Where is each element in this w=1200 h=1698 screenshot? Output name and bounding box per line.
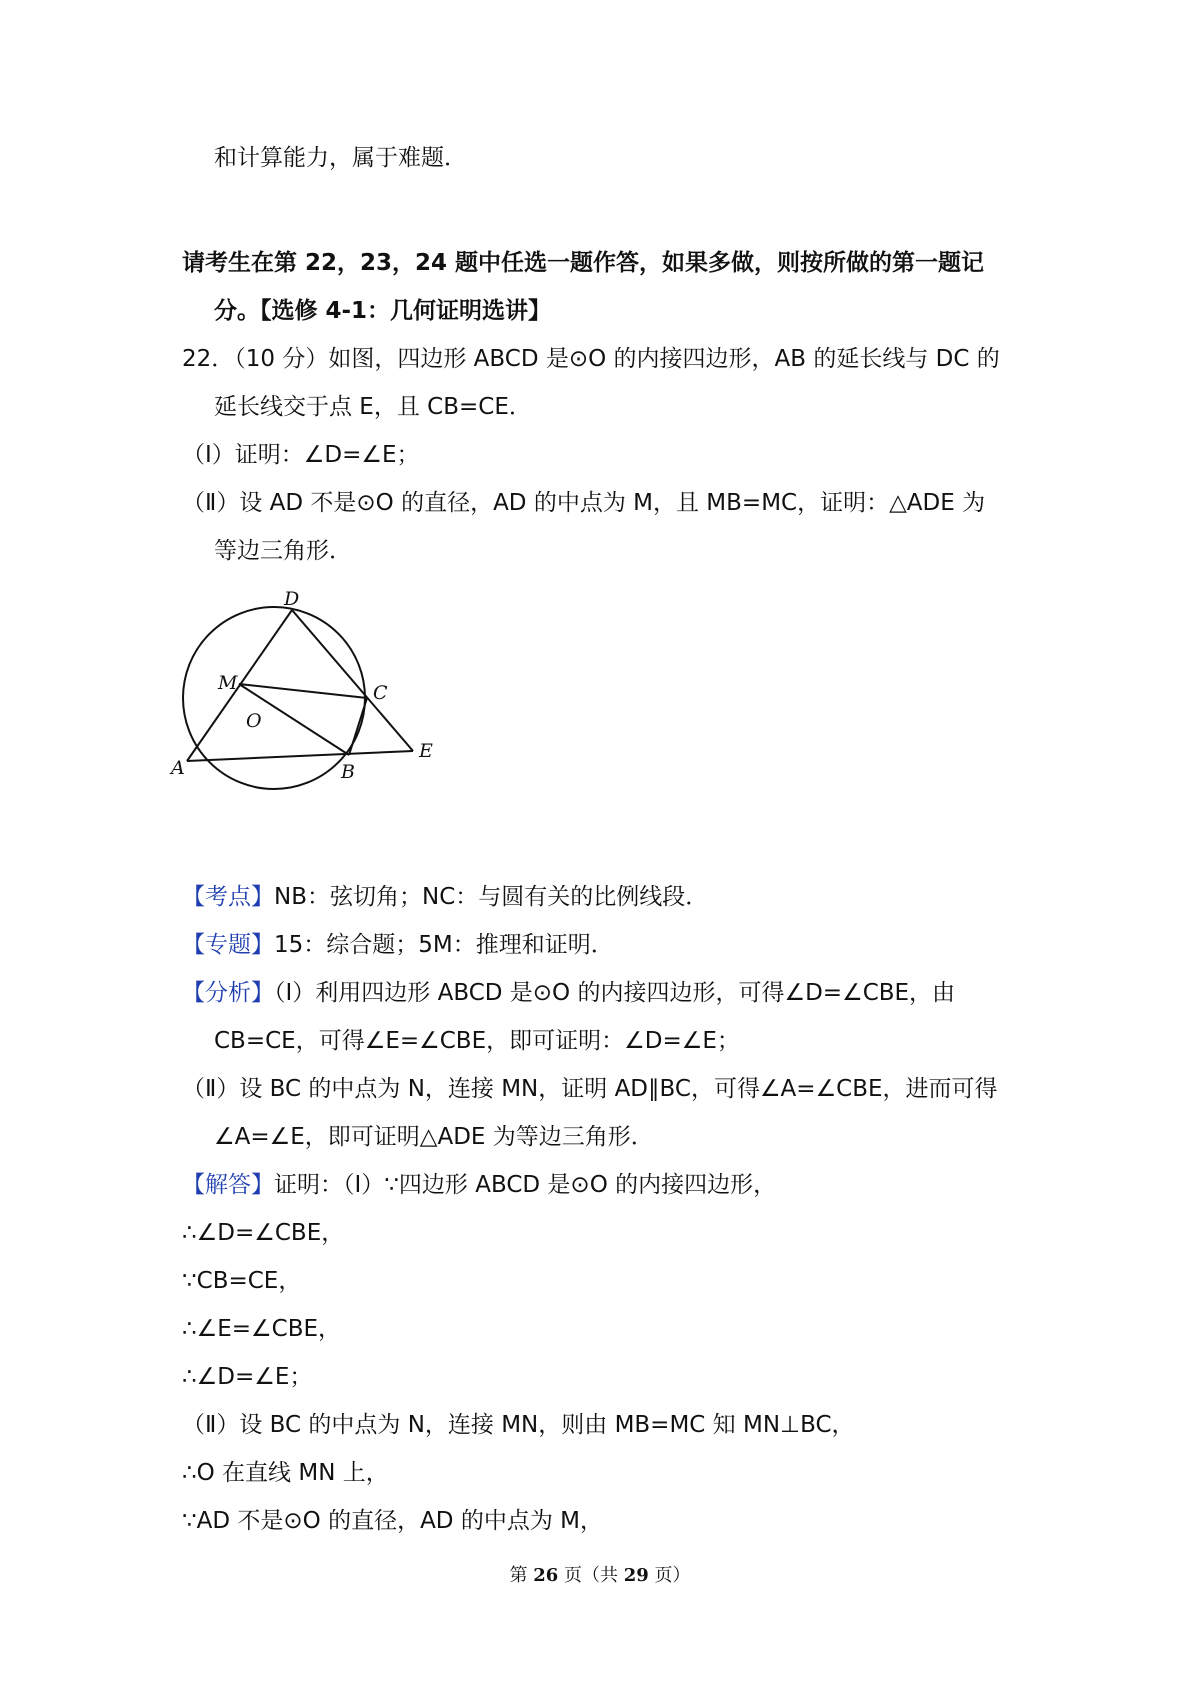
jieda-tag: 【解答】 [182, 1172, 274, 1198]
label-d: D [284, 588, 300, 610]
solution-step: ∴∠E=∠CBE， [182, 1316, 342, 1342]
total-pages: 29 [623, 1565, 649, 1586]
question-22: 22．（10 分）如图，四边形 ABCD 是⊙O 的内接四边形，AB 的延长线与 DC 的 [182, 346, 1000, 372]
line-c-b [349, 698, 367, 755]
solution-step: ∴O 在直线 MN 上， [182, 1460, 389, 1486]
solution-step: ∴∠D=∠E； [182, 1364, 313, 1390]
label-b: B [341, 761, 355, 783]
question-part-1: （Ⅰ）证明：∠D=∠E； [182, 442, 420, 468]
label-o: O [246, 710, 262, 732]
fenxi-line [182, 976, 955, 1010]
geometry-figure [171, 585, 476, 815]
kaodian-line [182, 880, 708, 914]
page-footer [0, 1564, 1200, 1588]
fenxi-line-2: CB=CE，可得∠E=∠CBE，即可证明：∠D=∠E； [214, 1028, 740, 1054]
jieda-text: 证明：（Ⅰ）∵四边形 ABCD 是⊙O 的内接四边形， [274, 1172, 777, 1198]
solution-step: ∵CB=CE， [182, 1268, 302, 1294]
fenxi-line-4: ∠A=∠E，即可证明△ADE 为等边三角形． [214, 1124, 654, 1150]
label-a: A [171, 757, 185, 779]
footer-mid: 页（共 [558, 1565, 624, 1586]
zhuanti-text: 15：综合题；5M：推理和证明． [274, 932, 614, 958]
label-m: M [218, 672, 238, 694]
instruction-heading-cont: 分。【选修 4-1：几何证明选讲】 [214, 298, 552, 324]
instruction-heading: 请考生在第 22，23，24 题中任选一题作答，如果多做，则按所做的第一题记 [182, 250, 985, 276]
footer-post: 页） [648, 1565, 691, 1586]
kaodian-tag: 【考点】 [182, 884, 274, 910]
solution-step: ∵AD 不是⊙O 的直径，AD 的中点为 M， [182, 1508, 603, 1534]
label-e: E [419, 740, 433, 762]
solution-step: （Ⅱ）设 BC 的中点为 N，连接 MN，则由 MB=MC 知 MN⊥BC， [182, 1412, 855, 1438]
question-part-2: （Ⅱ）设 AD 不是⊙O 的直径，AD 的中点为 M，且 MB=MC，证明：△ADE 为 [182, 490, 986, 516]
footer-pre: 第 [509, 1565, 534, 1586]
text-line: 和计算能力，属于难题． [214, 145, 467, 171]
fenxi-text: （Ⅰ）利用四边形 ABCD 是⊙O 的内接四边形，可得∠D=∠CBE，由 [274, 980, 956, 1006]
question-22-cont: 延长线交于点 E，且 CB=CE． [214, 394, 532, 420]
fenxi-line-3: （Ⅱ）设 BC 的中点为 N，连接 MN，证明 AD∥BC，可得∠A=∠CBE，进而可得 [182, 1076, 998, 1102]
line-a-e [187, 751, 413, 761]
kaodian-text: NB：弦切角；NC：与圆有关的比例线段． [274, 884, 709, 910]
zhuanti-line [182, 928, 614, 962]
label-c: C [373, 682, 388, 704]
jieda-line [182, 1168, 776, 1202]
zhuanti-tag: 【专题】 [182, 932, 274, 958]
fenxi-tag: 【分析】 [182, 980, 274, 1006]
question-part-2-cont: 等边三角形． [214, 538, 352, 564]
page-number: 26 [533, 1565, 559, 1586]
solution-step: ∴∠D=∠CBE， [182, 1220, 345, 1246]
